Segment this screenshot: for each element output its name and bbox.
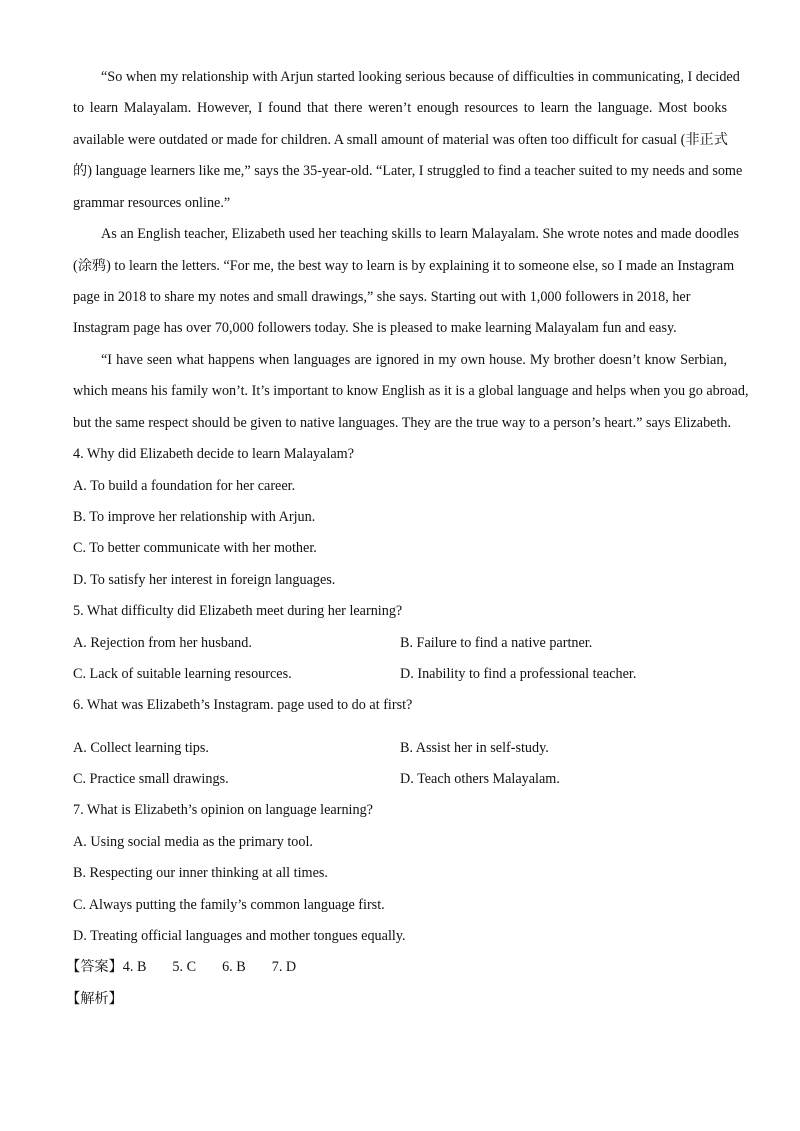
answer-value: 4. B (122, 959, 147, 975)
option-d: D. Teach others Malayalam. (400, 771, 560, 787)
question-text: 4. Why did Elizabeth decide to learn Malayalam? (73, 446, 355, 462)
text-line: “I have seen what happens when languages are ignored in my own house. My brother doesn’t know Serbian, (101, 352, 727, 368)
option-c: C. Practice small drawings. (73, 771, 229, 787)
answer-value: 5. C (172, 959, 197, 975)
text-line: page in 2018 to share my notes and small drawings,” she says. Starting out with 1,000 followers in 2018, her (73, 289, 691, 305)
option-c: C. Always putting the family’s common language first. (73, 897, 385, 913)
analysis-label: 【解析】 (66, 991, 123, 1007)
question-text: 5. What difficulty did Elizabeth meet during her learning? (73, 603, 403, 619)
text-line: to learn Malayalam. However, I found that there weren’t enough resources to learn the language. Most books (73, 100, 727, 116)
text-line: but the same respect should be given to native languages. They are the true way to a person’s heart.” says Elizabeth. (73, 415, 732, 431)
text-line: which means his family won’t. It’s important to know English as it is a global language and helps when you go abroad, (73, 383, 749, 399)
option-b: B. Respecting our inner thinking at all times. (73, 865, 328, 881)
option-b: B. Failure to find a native partner. (400, 635, 593, 651)
text-line: 的) language learners like me,” says the 35-year-old. “Later, I struggled to find a teacher suited to my needs and some (73, 163, 743, 179)
option-b: B. To improve her relationship with Arjun. (73, 509, 316, 525)
option-c: C. Lack of suitable learning resources. (73, 666, 292, 682)
option-a: A. Rejection from her husband. (73, 635, 252, 651)
question-text: 7. What is Elizabeth’s opinion on language learning? (73, 802, 373, 818)
option-c: C. To better communicate with her mother. (73, 540, 317, 556)
answer-label: 【答案】 (66, 959, 123, 975)
text-line: grammar resources online.” (73, 195, 231, 211)
text-line: As an English teacher, Elizabeth used her teaching skills to learn Malayalam. She wrote notes and made doodles (101, 226, 740, 242)
option-a: A. Collect learning tips. (73, 740, 209, 756)
option-d: D. Inability to find a professional teacher. (400, 666, 637, 682)
answer-value: 7. D (271, 959, 297, 975)
option-a: A. Using social media as the primary tool. (73, 834, 313, 850)
option-b: B. Assist her in self-study. (400, 740, 549, 756)
question-text: 6. What was Elizabeth’s Instagram. page used to do at first? (73, 697, 413, 713)
text-line: “So when my relationship with Arjun started looking serious because of difficulties in communicating, I decided (101, 69, 740, 85)
text-line: available were outdated or made for children. A small amount of material was often too difficult for casual (非正式 (73, 132, 728, 148)
answer-value: 6. B (222, 959, 246, 975)
option-d: D. Treating official languages and mother tongues equally. (73, 928, 406, 944)
option-d: D. To satisfy her interest in foreign languages. (73, 572, 336, 588)
option-a: A. To build a foundation for her career. (73, 478, 296, 494)
text-line: Instagram page has over 70,000 followers today. She is pleased to make learning Malayalam fun and easy. (73, 320, 677, 336)
text-line: (涂鸦) to learn the letters. “For me, the best way to learn is by explaining it to someone else, so I made an Instagram (73, 258, 735, 274)
answer-line (66, 957, 720, 977)
